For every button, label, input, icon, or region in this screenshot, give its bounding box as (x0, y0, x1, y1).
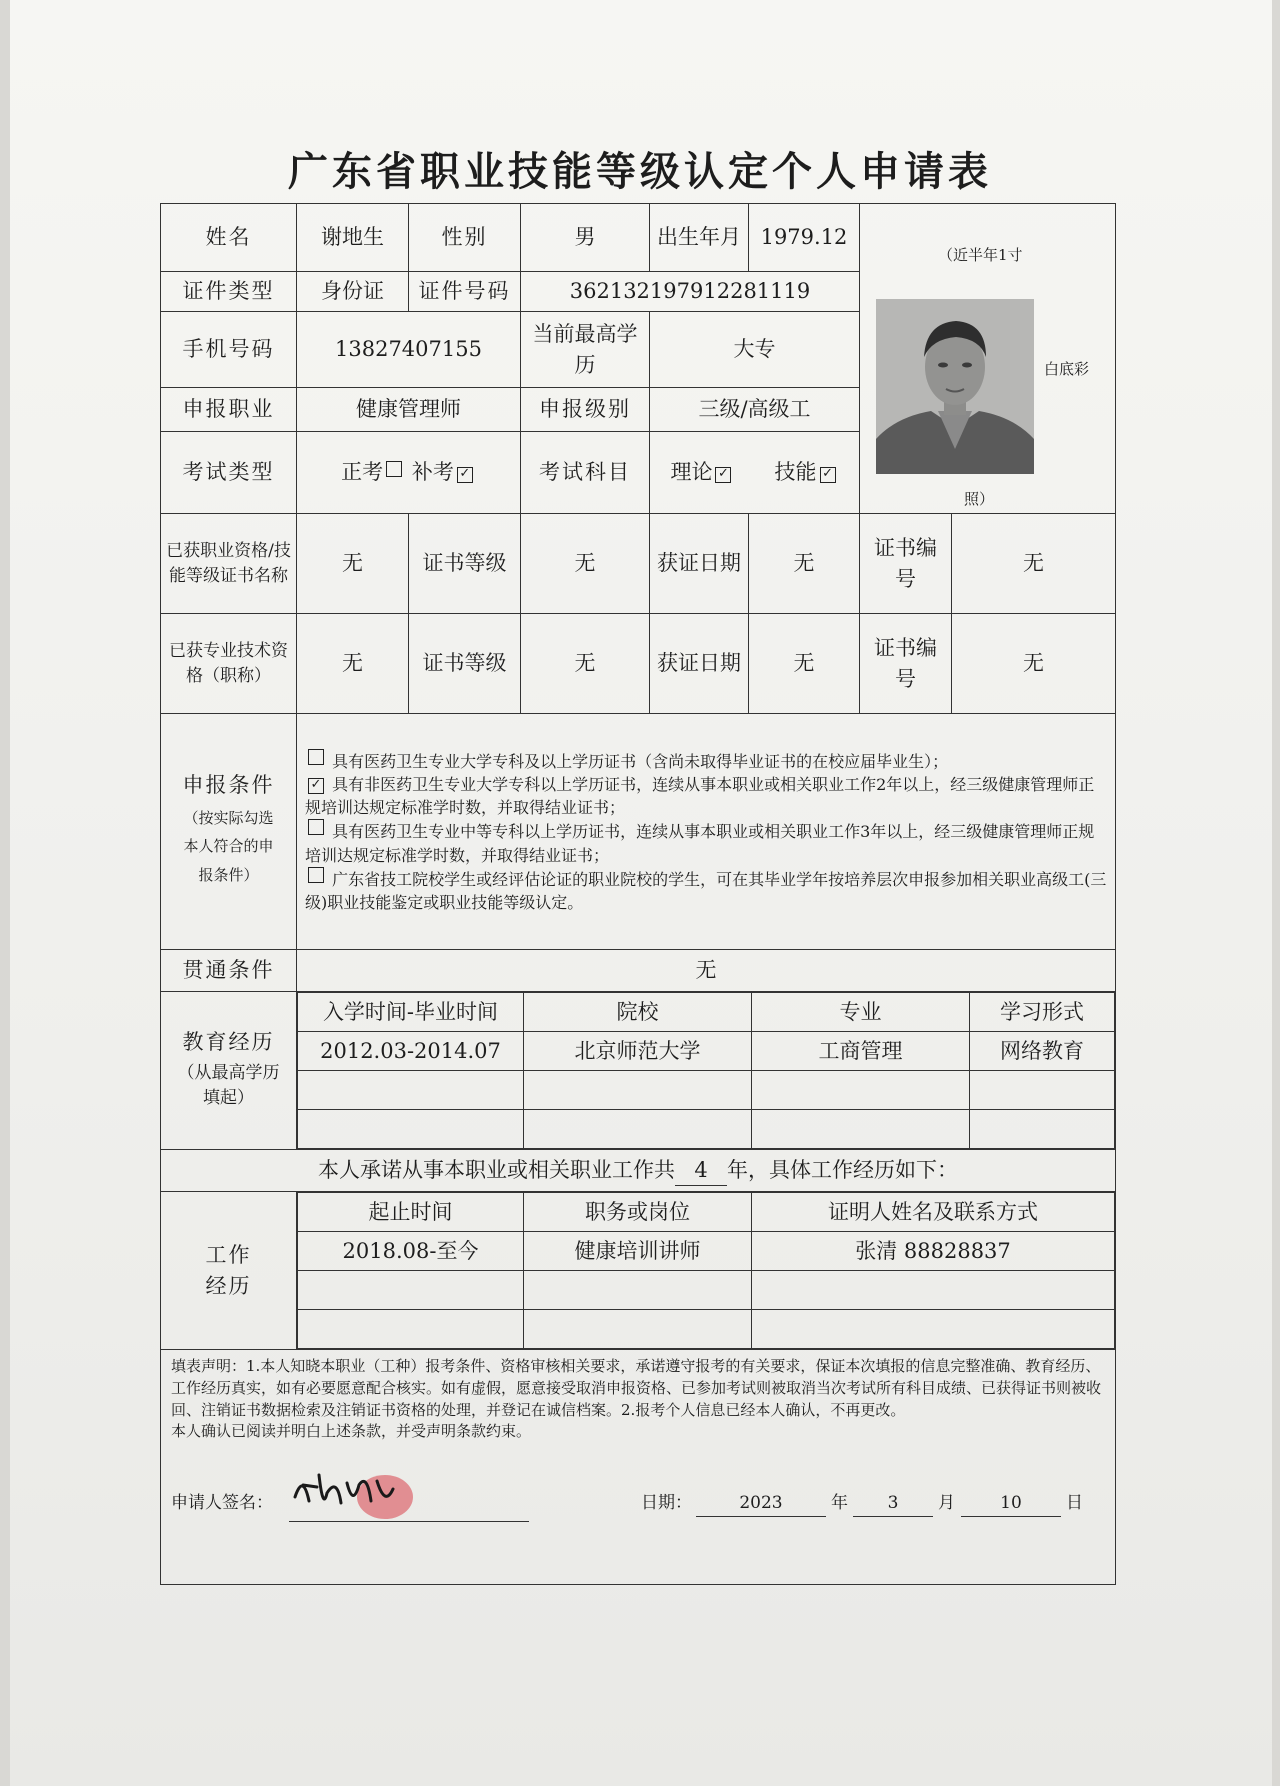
cert2-label: 已获专业技术资格（职称） (161, 614, 297, 714)
education-header-row (298, 993, 1115, 1032)
cert2-no-label: 证书编号 (860, 614, 952, 714)
date-label: 日期： (641, 1493, 692, 1513)
table-row (298, 1110, 1115, 1149)
edu-header-school: 院校 (524, 993, 752, 1032)
declaration-confirm: 本人确认已阅读并明白上述条款，并受声明条款约束。 (171, 1422, 532, 1441)
cert2-name: 无 (297, 614, 409, 714)
edu-cell (752, 1071, 970, 1110)
edu-cell (970, 1110, 1115, 1149)
gender-label: 性别 (409, 204, 521, 272)
edu-cell: 网络教育 (970, 1032, 1115, 1071)
option-regular-checkbox[interactable] (386, 461, 402, 477)
option-theory-checkbox[interactable]: ✓ (715, 467, 731, 483)
gender-value: 男 (521, 204, 650, 272)
work-header-period: 起止时间 (298, 1193, 524, 1232)
level-value: 三级/高级工 (650, 388, 860, 432)
edu-header-major: 专业 (752, 993, 970, 1032)
cert2-date: 无 (749, 614, 860, 714)
signature-row (171, 1463, 1105, 1523)
promise-prefix: 本人承诺从事本职业或相关职业工作共 (318, 1157, 675, 1182)
table-row (298, 1271, 1115, 1310)
education-label: 教育经历 (182, 1029, 275, 1054)
table-row (298, 1310, 1115, 1349)
edu-cell: 2012.03-2014.07 (298, 1032, 524, 1071)
birth-label: 出生年月 (650, 204, 749, 272)
work-cell (752, 1271, 1115, 1310)
condition-4-checkbox[interactable] (308, 867, 324, 883)
cert1-date: 无 (749, 514, 860, 614)
date-year[interactable]: 2023 (696, 1491, 826, 1517)
applicant-photo (876, 299, 1034, 474)
conditions-list (297, 714, 1116, 950)
work-table-cell (297, 1192, 1116, 1350)
edu-cell (524, 1071, 752, 1110)
work-cell: 张清 88828837 (752, 1232, 1115, 1271)
table-row (298, 1071, 1115, 1110)
id-number-label: 证件号码 (409, 272, 521, 312)
condition-item-4 (305, 867, 1107, 914)
edu-cell: 北京师范大学 (524, 1032, 752, 1071)
cert1-grade-label: 证书等级 (409, 514, 521, 614)
id-type-value: 身份证 (297, 272, 409, 312)
work-header-reference: 证明人姓名及联系方式 (752, 1193, 1115, 1232)
handwritten-signature (289, 1463, 419, 1523)
work-promise (161, 1150, 1116, 1192)
edu-cell (298, 1071, 524, 1110)
portrait-image (876, 299, 1034, 474)
table-row (298, 1032, 1115, 1071)
work-table (297, 1192, 1115, 1349)
signature-label: 申请人签名： (171, 1493, 273, 1513)
edu-cell (970, 1071, 1115, 1110)
date-month[interactable]: 3 (853, 1491, 933, 1517)
education-label-cell (161, 992, 297, 1150)
cert1-grade: 无 (521, 514, 650, 614)
condition-1-checkbox[interactable] (308, 749, 324, 765)
work-header-row (298, 1193, 1115, 1232)
photo-cell (860, 204, 1116, 514)
cert2-grade: 无 (521, 614, 650, 714)
id-type-label: 证件类型 (161, 272, 297, 312)
condition-4-text: 广东省技工院校学生或经评估论证的职业院校的学生，可在其毕业学年按培养层次申报参加相关职业高级工(三级)职业技能鉴定或职业技能等级认定。 (305, 869, 1107, 912)
condition-2-text: 具有非医药卫生专业大学专科以上学历证书，连续从事本职业或相关职业工作2年以上，经三级健康管理师正规培训达规定标准学时数，并取得结业证书； (305, 775, 1095, 818)
option-regular-label: 正考 (341, 460, 384, 485)
cert2-grade-label: 证书等级 (409, 614, 521, 714)
condition-3-checkbox[interactable] (308, 819, 324, 835)
conditions-note: （按实际勾选本人符合的申报条件） (183, 808, 274, 884)
cert1-no-label: 证书编号 (860, 514, 952, 614)
form-title: 广东省职业技能等级认定个人申请表 (288, 148, 992, 195)
condition-item-3 (305, 819, 1107, 866)
option-makeup-label: 补考 (411, 460, 454, 485)
id-number-value: 362132197912281119 (521, 272, 860, 312)
exam-subject-options (650, 432, 860, 514)
cert1-no: 无 (952, 514, 1116, 614)
date-year-unit: 年 (831, 1493, 848, 1513)
photo-note-top: （近半年1寸 (938, 245, 1023, 264)
work-cell: 2018.08-至今 (298, 1232, 524, 1271)
date-month-unit: 月 (938, 1493, 955, 1513)
work-cell (298, 1271, 524, 1310)
edu-header-mode: 学习形式 (970, 993, 1115, 1032)
conditions-label-cell (161, 714, 297, 950)
edu-cell (298, 1110, 524, 1149)
option-theory-label: 理论 (670, 460, 713, 485)
date-day[interactable]: 10 (961, 1491, 1061, 1517)
declaration-text: 填表声明：1.本人知晓本职业（工种）报考条件、资格审核相关要求，承诺遵守报考的有关要求，保证本次填报的信息完整准确、教育经历、工作经历真实，如有必要愿意配合核实。如有虚假，愿意接受取消申报资格、已参加考试则被取消当次考试所有科目成绩、已获得证书则被收回、注销证书数据检索及注销证书资格的处理，并登记在诚信档案。2.报考个人信息已经本人确认，不再更改。 (171, 1357, 1102, 1419)
option-skill-checkbox[interactable]: ✓ (820, 467, 836, 483)
exam-type-options (297, 432, 521, 514)
name-label: 姓名 (161, 204, 297, 272)
promise-suffix: 年，具体工作经历如下： (727, 1157, 958, 1182)
declaration-cell (161, 1350, 1116, 1585)
condition-3-text: 具有医药卫生专业中等专科以上学历证书，连续从事本职业或相关职业工作3年以上，经三级健康管理师正规培训达规定标准学时数，并取得结业证书； (305, 822, 1095, 865)
education-table (297, 992, 1115, 1149)
edu-cell: 工商管理 (752, 1032, 970, 1071)
condition-item-2 (305, 773, 1107, 819)
cert1-date-label: 获证日期 (650, 514, 749, 614)
education-level-label: 当前最高学历 (521, 312, 650, 388)
education-table-cell (297, 992, 1116, 1150)
exam-subject-label: 考试科目 (521, 432, 650, 514)
condition-2-checkbox[interactable]: ✓ (308, 778, 324, 794)
table-row (298, 1232, 1115, 1271)
cert2-no: 无 (952, 614, 1116, 714)
occupation-label: 申报职业 (161, 388, 297, 432)
education-note: （从最高学历填起） (177, 1063, 280, 1108)
through-value: 无 (297, 950, 1116, 992)
work-label: 工作经历 (161, 1192, 297, 1350)
conditions-label: 申报条件 (182, 772, 275, 797)
promise-years: 4 (675, 1155, 727, 1186)
name-value: 谢地生 (297, 204, 409, 272)
work-cell: 健康培训讲师 (524, 1232, 752, 1271)
level-label: 申报级别 (521, 388, 650, 432)
edu-cell (524, 1110, 752, 1149)
photo-note-side: 白底彩 (1044, 359, 1090, 378)
birth-value: 1979.12 (749, 204, 860, 272)
photo-note-bottom: 照） (964, 489, 995, 508)
work-header-position: 职务或岗位 (524, 1193, 752, 1232)
work-cell (752, 1310, 1115, 1349)
date-day-unit: 日 (1066, 1493, 1083, 1513)
education-level-value: 大专 (650, 312, 860, 388)
work-cell (524, 1271, 752, 1310)
edu-header-period: 入学时间-毕业时间 (298, 993, 524, 1032)
exam-type-label: 考试类型 (161, 432, 297, 514)
option-makeup-checkbox[interactable]: ✓ (457, 467, 473, 483)
condition-item-1 (305, 749, 1107, 773)
work-cell (524, 1310, 752, 1349)
condition-1-text: 具有医药卫生专业大学专科及以上学历证书（含尚未取得毕业证书的在校应届毕业生）； (332, 751, 949, 771)
phone-label: 手机号码 (161, 312, 297, 388)
edu-cell (752, 1110, 970, 1149)
cert1-label: 已获职业资格/技能等级证书名称 (161, 514, 297, 614)
cert1-name: 无 (297, 514, 409, 614)
phone-value: 13827407155 (297, 312, 521, 388)
cert2-date-label: 获证日期 (650, 614, 749, 714)
occupation-value: 健康管理师 (297, 388, 521, 432)
application-form (160, 203, 1116, 1585)
option-skill-label: 技能 (774, 460, 817, 485)
through-label: 贯通条件 (161, 950, 297, 992)
work-cell (298, 1310, 524, 1349)
